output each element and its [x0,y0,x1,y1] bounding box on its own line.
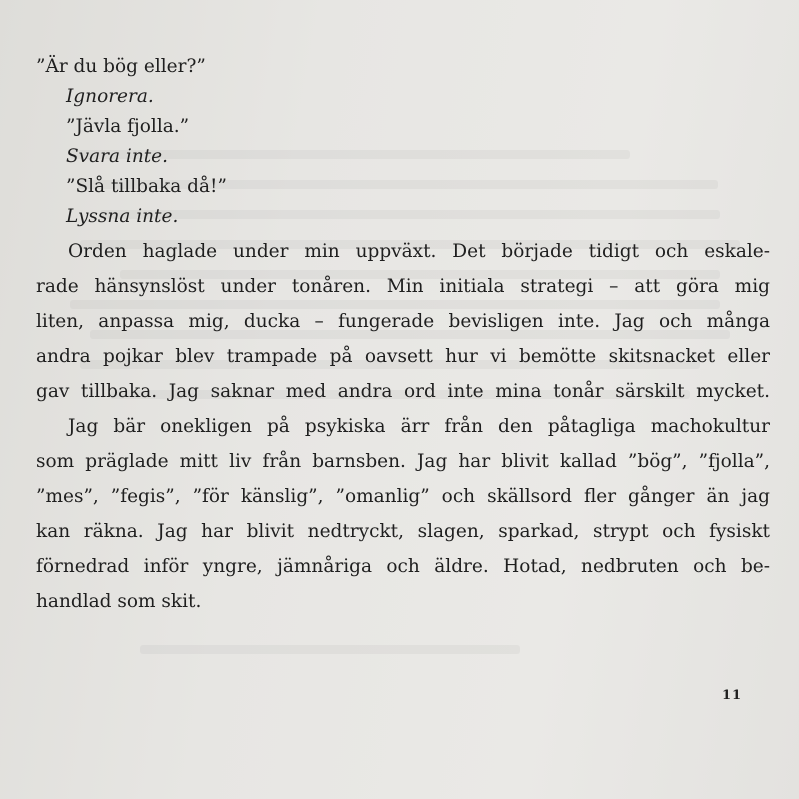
paragraph-line: liten, anpassa mig, ducka – fungerade bevisligen inte. Jag och många [36,311,770,332]
paragraph-line: ”mes”, ”fegis”, ”för känslig”, ”omanlig” och skällsord fler gånger än jag [36,486,770,507]
dialogue-line: Ignorera. [66,86,154,107]
page-number: 11 [722,688,743,703]
paragraph-line: kan räkna. Jag har blivit nedtryckt, slagen, sparkad, strypt och fysiskt [36,521,770,542]
dialogue-line: ”Jävla fjolla.” [66,116,190,137]
dialogue-line: Svara inte. [66,146,169,167]
show-through-line [140,645,520,654]
paragraph-line: Orden haglade under min uppväxt. Det började tidigt och eskale- [68,241,770,262]
paragraph-line: förnedrad inför yngre, jämnåriga och äldre. Hotad, nedbruten och be- [36,556,770,577]
paragraph-line: andra pojkar blev trampade på oavsett hur vi bemötte skitsnacket eller [36,346,770,367]
paragraph-line: som präglade mitt liv från barnsben. Jag har blivit kallad ”bög”, ”fjolla”, [36,451,770,472]
paragraph-line: handlad som skit. [36,591,202,612]
dialogue-line: ”Är du bög eller?” [36,56,206,77]
paragraph-line: Jag bär onekligen på psykiska ärr från den påtagliga machokultur [68,416,770,437]
dialogue-line: Lyssna inte. [66,206,179,227]
dialogue-line: ”Slå tillbaka då!” [66,176,227,197]
paragraph-line: rade hänsynslöst under tonåren. Min initiala strategi – att göra mig [36,276,770,297]
show-through-line [100,210,720,219]
paragraph-line: gav tillbaka. Jag saknar med andra ord inte mina tonår särskilt mycket. [36,381,770,402]
